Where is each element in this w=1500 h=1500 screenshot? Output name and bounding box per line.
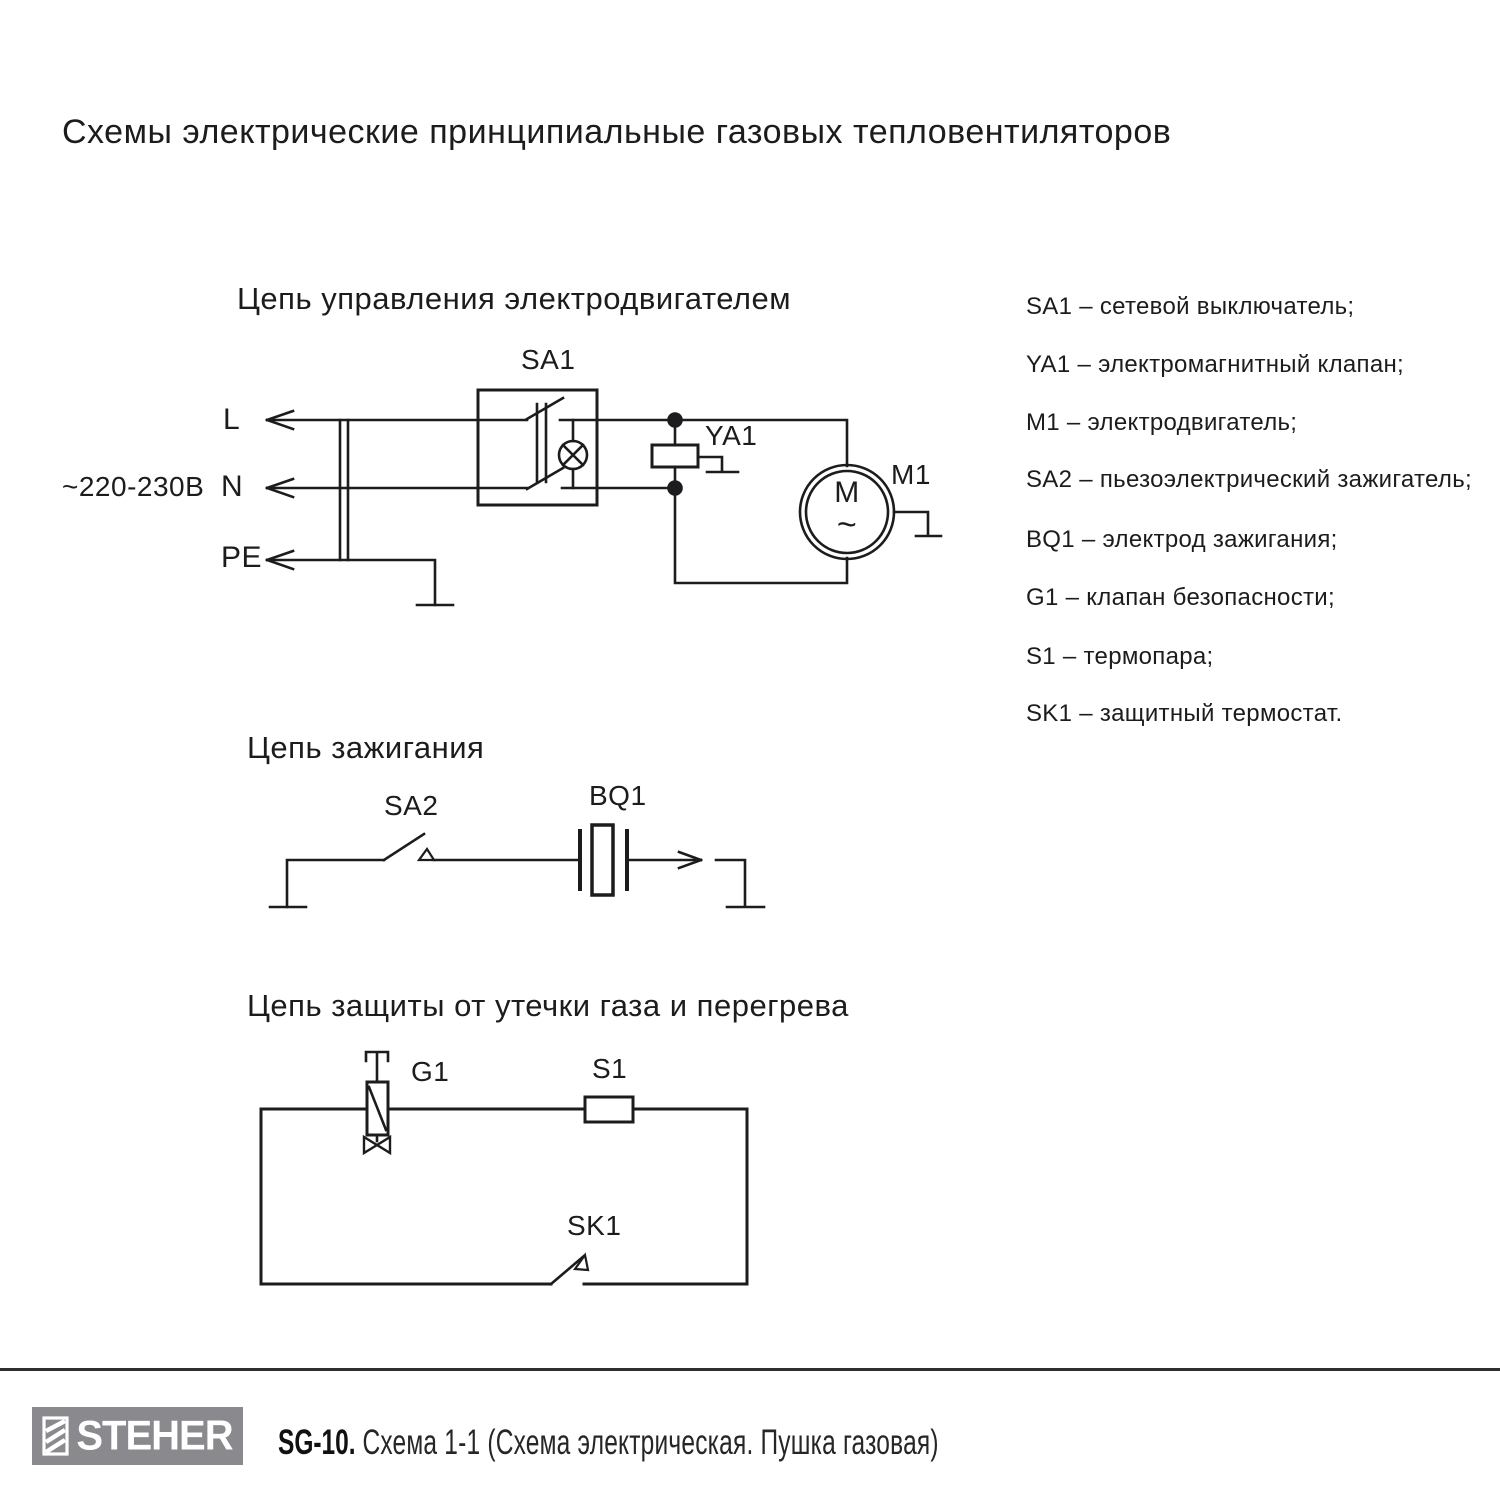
footer-caption-line bbox=[278, 1423, 939, 1463]
cable-mark bbox=[340, 420, 348, 560]
steher-logo-icon bbox=[42, 1416, 69, 1456]
s1-label: S1 bbox=[592, 1053, 628, 1084]
legend-item: SA1 – сетевой выключатель; bbox=[1026, 293, 1355, 320]
valve-g1-icon bbox=[364, 1052, 390, 1153]
sk1-label: SK1 bbox=[567, 1210, 622, 1241]
legend-item: S1 – термопара; bbox=[1026, 643, 1214, 670]
legend-item: YA1 – электромагнитный клапан; bbox=[1026, 351, 1405, 378]
motor-ac-symbol: ~ bbox=[836, 506, 858, 544]
switch-sa2-icon bbox=[384, 834, 424, 860]
page-title: Схемы электрические принципиальные газовых тепловентиляторов bbox=[62, 113, 1172, 151]
brand-logo bbox=[32, 1407, 243, 1465]
contact-triangle-icon bbox=[419, 849, 434, 860]
piezo-element-icon bbox=[580, 825, 627, 895]
legend-item: G1 – клапан безопасности; bbox=[1026, 584, 1335, 611]
circuit2-title: Цепь зажигания bbox=[247, 730, 485, 765]
thermostat-sk1-icon bbox=[551, 1255, 588, 1284]
wire-pe bbox=[267, 560, 435, 605]
brand-name: STEHER bbox=[76, 1412, 233, 1459]
bq1-label: BQ1 bbox=[589, 780, 647, 811]
neutral-n-label: N bbox=[221, 470, 244, 503]
circuit1-title: Цепь управления электродвигателем bbox=[237, 281, 792, 316]
legend-item: M1 – электродвигатель; bbox=[1026, 409, 1298, 436]
g1-label: G1 bbox=[411, 1056, 450, 1087]
pe-label: PE bbox=[221, 541, 263, 574]
sa2-label: SA2 bbox=[384, 790, 439, 821]
thermocouple-s1-icon bbox=[585, 1097, 633, 1122]
legend-item: SA2 – пьезоэлектрический зажигатель; bbox=[1026, 466, 1472, 493]
lamp-icon bbox=[559, 420, 587, 488]
legend-item: SK1 – защитный термостат. bbox=[1026, 700, 1343, 727]
motor-letter: M bbox=[834, 476, 860, 509]
voltage-label: ~220-230В bbox=[62, 471, 205, 502]
ignition-circuit bbox=[270, 825, 764, 907]
footer-divider bbox=[0, 1368, 1500, 1371]
arrow-left-icon bbox=[267, 411, 293, 569]
circuit3-title: Цепь защиты от утечки газа и перегрева bbox=[247, 988, 849, 1023]
m1-label: M1 bbox=[891, 459, 931, 490]
footer-caption: Схема 1-1 (Схема электрическая. Пушка газовая) bbox=[362, 1423, 939, 1462]
protection-circuit bbox=[261, 1052, 747, 1284]
sa1-label: SA1 bbox=[521, 344, 576, 375]
ya1-label: YA1 bbox=[705, 420, 758, 451]
legend-item: BQ1 – электрод зажигания; bbox=[1026, 526, 1338, 553]
model-label: SG-10. bbox=[278, 1423, 356, 1462]
phase-l-label: L bbox=[223, 403, 241, 436]
